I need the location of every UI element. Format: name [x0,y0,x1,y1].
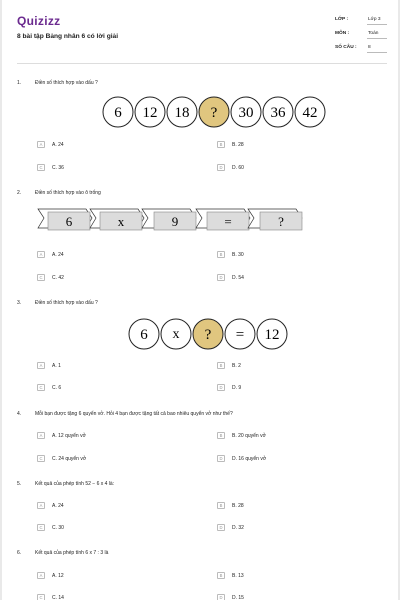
question-6-text: Kết quả của phép tính 6 x 7 : 3 là [35,550,109,556]
question-4-text: Mỗi bạn được tặng 6 quyển vở. Hỏi 4 bạn được tặng tất cả bao nhiêu quyển vở như thế? [35,411,233,417]
worksheet-page: Quizizz 8 bài tập Bảng nhân 6 có lời giải LỚP : Lớp 3 MÔN : Toán SỐ CÂU : 8 1. Điền số thích hợp vào dấu ? 6 12 18 ? 30 36 42 A A. 24 B B. 28 C C. 36 D D. 60 2. Điền số thích hợp vào ô trống 6 x 9 = ? A A. 24 B B. 30 C C. 42 D D. 54 3. Điền số thích hợp vào dấu ? 6 x ? = 12 A A. 1 B B. 2 C C. 6 D D. 9 4. Mỗi bạn được tặng 6 quyển vở. Hỏi 4 bạn được tặng tất cả bao nhiêu quyển vở như thế? A A. 12 quyển vở B B. 20 quyển vở C C. 24 quyển vở D D. 16 quyển vở 5. Kết quả của phép tính 52 − 6 x 4 là: A A. 24 B B. 28 C C. 30 D D. 32 6. Kết quả của phép tính 6 x 7 : 3 là A A. 12 B B. 13 C C. 14 D D. 15 [2,0,398,600]
svg-text:6: 6 [140,327,148,343]
eq-cell-2 [161,319,191,349]
arrow-cell-4 [196,209,250,230]
svg-text:42: 42 [302,105,318,121]
arrow-cell-1 [38,209,92,230]
svg-text:?: ? [210,105,218,121]
seq-cell-2 [135,97,165,127]
quizizz-logo: Quizizz [17,14,61,28]
svg-text:=: = [224,214,232,229]
document-title: 8 bài tập Bảng nhân 6 có lời giải [17,33,119,40]
eq-cell-3-missing [193,319,223,349]
question-1-figure [2,95,398,131]
header-divider [17,63,387,64]
seq-cell-7 [295,97,325,127]
question-5-text: Kết quả của phép tính 52 − 6 x 4 là: [35,481,115,487]
svg-text:12: 12 [142,105,158,121]
question-3-number: 3. [17,300,22,306]
meta-subject-label: MÔN : [335,31,350,36]
svg-text:=: = [235,327,245,343]
question-6-number: 6. [17,550,22,556]
arrow-cell-3 [142,209,196,230]
question-1-number: 1. [17,80,22,86]
question-3-text: Điền số thích hợp vào dấu ? [35,300,98,306]
svg-text:6: 6 [65,214,73,229]
meta-class-label: LỚP : [335,17,349,22]
svg-text:30: 30 [238,105,254,121]
seq-cell-4-missing [199,97,229,127]
svg-text:12: 12 [264,327,280,343]
eq-cell-1 [129,319,159,349]
arrow-cell-5 [248,209,302,230]
svg-text:18: 18 [174,105,190,121]
meta-count-value: 8 [368,45,371,50]
svg-text:x: x [117,214,125,229]
question-1-text: Điền số thích hợp vào dấu ? [35,80,98,86]
seq-cell-3 [167,97,197,127]
question-3-figure [2,317,398,351]
eq-cell-5 [257,319,287,349]
question-2-figure [2,207,398,235]
question-4-number: 4. [17,411,22,417]
svg-text:?: ? [204,327,212,343]
meta-count-label: SỐ CÂU : [335,45,357,50]
svg-text:36: 36 [270,105,286,121]
seq-cell-6 [263,97,293,127]
seq-cell-1 [103,97,133,127]
eq-cell-4 [225,319,255,349]
svg-text:9: 9 [171,214,179,229]
meta-class-value: Lớp 3 [368,17,381,22]
meta-subject-value: Toán [368,31,379,36]
svg-text:x: x [172,327,180,342]
seq-cell-5 [231,97,261,127]
question-2-text: Điền số thích hợp vào ô trống [35,190,101,196]
arrow-cell-2 [90,209,144,230]
question-5-number: 5. [17,481,22,487]
svg-text:?: ? [278,214,284,229]
svg-text:6: 6 [114,105,122,121]
question-2-number: 2. [17,190,22,196]
